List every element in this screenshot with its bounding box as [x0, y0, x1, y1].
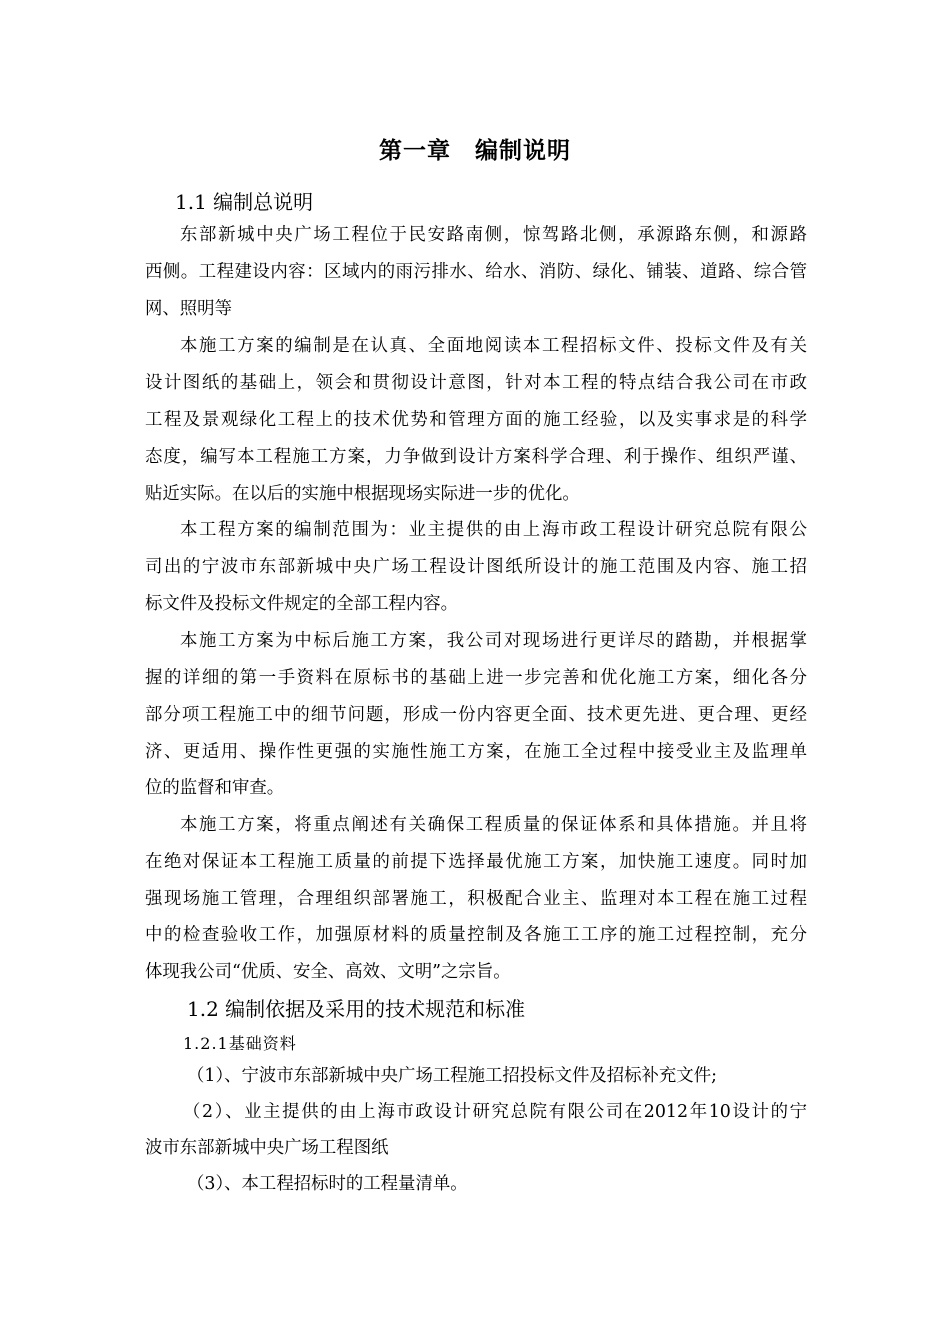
- paragraph-line: 本施工方案为中标后施工方案，我公司对现场进行更详尽的踏勘，并根据掌: [180, 631, 807, 651]
- paragraph-line: 司出的宁波市东部新城中央广场工程设计图纸所设计的施工范围及内容、施工招: [145, 557, 807, 577]
- list-item: （2）、业主提供的由上海市政设计研究总院有限公司在2012年10设计的宁: [183, 1102, 807, 1122]
- list-item-continuation: 波市东部新城中央广场工程图纸: [145, 1138, 389, 1158]
- paragraph-line: 位的监督和审查。: [145, 778, 285, 798]
- paragraph-line: 强现场施工管理，合理组织部署施工，积极配合业主、监理对本工程在施工过程: [145, 889, 807, 909]
- paragraph-line: 本施工方案的编制是在认真、全面地阅读本工程招标文件、投标文件及有关: [180, 336, 807, 356]
- paragraph-line: 贴近实际。在以后的实施中根据现场实际进一步的优化。: [145, 484, 580, 504]
- paragraph-line: 在绝对保证本工程施工质量的前提下选择最优施工方案，加快施工速度。同时加: [145, 852, 807, 872]
- paragraph-line: 部分项工程施工中的细节问题，形成一份内容更全面、技术更先进、更合理、更经: [145, 705, 807, 725]
- list-item: （3）、本工程招标时的工程量清单。: [187, 1174, 468, 1194]
- section-1-1-heading: 1.1 编制总说明: [175, 190, 314, 214]
- paragraph-line: 济、更适用、操作性更强的实施性施工方案，在施工全过程中接受业主及监理单: [145, 742, 807, 762]
- paragraph-line: 网、照明等: [145, 299, 232, 319]
- chapter-title: 第一章 编制说明: [379, 138, 571, 164]
- paragraph-line: 东部新城中央广场工程位于民安路南侧，惊驾路北侧，承源路东侧，和源路: [180, 225, 807, 245]
- paragraph-line: 设计图纸的基础上，领会和贯彻设计意图，针对本工程的特点结合我公司在市政: [145, 373, 807, 393]
- list-item: （1）、宁波市东部新城中央广场工程施工招投标文件及招标补充文件;: [187, 1066, 717, 1086]
- sub-section-heading: 1.2.1基础资料: [183, 1034, 297, 1053]
- paragraph-line: 工程及景观绿化工程上的技术优势和管理方面的施工经验，以及实事求是的科学: [145, 410, 807, 430]
- paragraph-line: 态度，编写本工程施工方案，力争做到设计方案科学合理、利于操作、组织严谨、: [145, 447, 807, 467]
- paragraph-line: 本工程方案的编制范围为：业主提供的由上海市政工程设计研究总院有限公: [180, 520, 807, 540]
- paragraph-line: 标文件及投标文件规定的全部工程内容。: [145, 594, 459, 614]
- section-1-2-heading: 1.2 编制依据及采用的技术规范和标准: [187, 997, 526, 1021]
- paragraph-line: 体现我公司“优质、安全、高效、文明”之宗旨。: [145, 962, 511, 982]
- paragraph-line: 中的检查验收工作，加强原材料的质量控制及各施工工序的施工过程控制，充分: [145, 925, 807, 945]
- paragraph-line: 西侧。工程建设内容：区域内的雨污排水、给水、消防、绿化、铺装、道路、综合管: [145, 262, 807, 282]
- paragraph-line: 本施工方案，将重点阐述有关确保工程质量的保证体系和具体措施。并且将: [180, 815, 807, 835]
- paragraph-line: 握的详细的第一手资料在原标书的基础上进一步完善和优化施工方案，细化各分: [145, 668, 807, 688]
